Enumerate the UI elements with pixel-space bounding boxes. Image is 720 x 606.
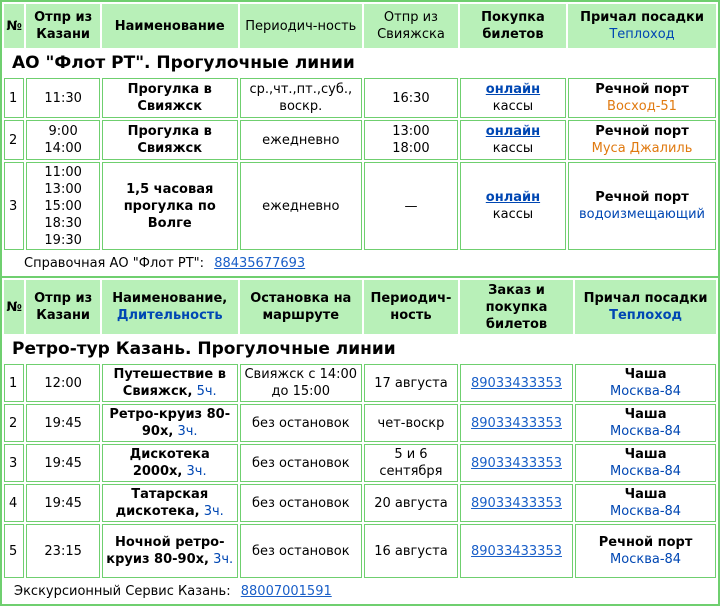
pier-cell (568, 78, 716, 118)
route-name: 1,5 часовая прогулка по Волге (102, 162, 238, 250)
periodicity: ежедневно (240, 162, 362, 250)
return-time: — (364, 162, 458, 250)
pier-cell (575, 364, 716, 402)
periodicity: ежедневно (240, 120, 362, 160)
col-pier-header (575, 280, 716, 334)
row-num: 4 (4, 484, 24, 522)
table-row (4, 78, 716, 118)
ship-name: Муса Джалиль (591, 141, 693, 156)
return-time: 13:00 18:00 (364, 120, 458, 160)
col-stop-header: Остановка на маршруте (240, 280, 362, 334)
online-tickets-link[interactable]: онлайн (485, 82, 541, 97)
route-name-cell (102, 444, 238, 482)
row-num: 3 (4, 444, 24, 482)
dep-time-2: 14:00 (44, 141, 82, 156)
col-period-header: Периодич-ность (240, 4, 362, 48)
route-stop: без остановок (240, 404, 362, 442)
table-row (4, 162, 716, 250)
phone-cell (460, 444, 573, 482)
pier-name: Чаша (624, 407, 667, 422)
table1-info-row (4, 252, 716, 274)
periodicity: 16 августа (364, 524, 458, 578)
row-num: 5 (4, 524, 24, 578)
row-num: 1 (4, 364, 24, 402)
row-num: 2 (4, 120, 24, 160)
route-name-cell (102, 404, 238, 442)
route-duration: 3ч. (186, 464, 207, 479)
name-header-label: Наименование, (112, 291, 228, 306)
row-num: 2 (4, 404, 24, 442)
route-name: Прогулка в Свияжск (102, 78, 238, 118)
col-dep-sviyazhsk-header: Отпр из Свияжска (364, 4, 458, 48)
retro-tour-schedule-table (2, 278, 718, 604)
pier-header-ship: Теплоход (609, 308, 683, 323)
info-cell (4, 252, 716, 274)
ship-name: Москва-84 (610, 464, 682, 479)
col-tickets-header: Заказ и покупка билетов (460, 280, 573, 334)
duration-header-label: Длительность (116, 308, 223, 323)
pier-name: Речной порт (598, 535, 693, 550)
dep-time: 19:45 (26, 404, 99, 442)
info-label: Экскурсионный Сервис Казань: (14, 583, 231, 599)
route-name-cell (102, 524, 238, 578)
info-cell (4, 580, 716, 602)
pier-name: Речной порт (595, 124, 689, 139)
col-dep-kazan-header: Отпр из Казани (26, 280, 99, 334)
flot-rt-table-frame (0, 0, 720, 278)
ship-name: Восход-51 (607, 99, 677, 114)
col-name-header: Наименование (102, 4, 238, 48)
dep-time: 19:45 (26, 484, 99, 522)
pier-name: Чаша (624, 367, 667, 382)
dep-time-4: 18:30 (44, 215, 82, 231)
col-period-header: Периодич-ность (364, 280, 458, 334)
col-tickets-header: Покупка билетов (460, 4, 566, 48)
periodicity: 5 и 6 сентября (364, 444, 458, 482)
retro-tour-table-frame (0, 278, 720, 606)
return-time: 16:30 (364, 78, 458, 118)
route-name: Путешествие в Свияжск, (113, 367, 226, 399)
section-title: АО "Флот РТ". Прогулочные линии (12, 52, 355, 73)
periodicity: ср.,чт.,пт.,суб., воскр. (240, 78, 362, 118)
dep-time: 19:45 (26, 444, 99, 482)
dep-time (26, 162, 99, 250)
dep-time: 11:30 (26, 78, 99, 118)
table-row (4, 120, 716, 160)
route-duration: 3ч. (177, 424, 198, 439)
route-duration: 5ч. (196, 384, 217, 399)
dep-time-1: 11:00 (44, 164, 82, 180)
pier-header-label: Причал посадки (583, 291, 708, 306)
pier-cell (575, 524, 716, 578)
col-num-header: № (4, 4, 24, 48)
phone-cell (460, 404, 573, 442)
kassy-label: кассы (492, 207, 534, 222)
dep-time-3: 15:00 (44, 198, 82, 214)
pier-cell (568, 162, 716, 250)
order-phone-link[interactable]: 89033433353 (471, 455, 562, 471)
route-duration: 3ч. (203, 504, 224, 519)
col-dep-kazan-header: Отпр из Казани (26, 4, 99, 48)
pier-cell (575, 404, 716, 442)
flot-rt-schedule-table (2, 2, 718, 276)
ship-name: Москва-84 (610, 424, 682, 439)
route-stop: без остановок (240, 444, 362, 482)
route-name: Прогулка в Свияжск (102, 120, 238, 160)
info-phone-link[interactable]: 88435677693 (214, 255, 306, 271)
table-row (4, 404, 716, 442)
dep-time-1: 9:00 (48, 124, 78, 139)
table2-info-row (4, 580, 716, 602)
order-phone-link[interactable]: 89033433353 (471, 495, 562, 511)
order-phone-link[interactable]: 89033433353 (471, 375, 562, 391)
row-num: 1 (4, 78, 24, 118)
route-stop: без остановок (240, 484, 362, 522)
phone-cell (460, 364, 573, 402)
tickets-cell (460, 120, 566, 160)
order-phone-link[interactable]: 89033433353 (471, 415, 562, 431)
info-phone-link[interactable]: 88007001591 (240, 583, 332, 599)
pier-cell (575, 484, 716, 522)
dep-time-2: 13:00 (44, 181, 82, 197)
route-name: Ночной ретро-круиз 80-90х, (106, 535, 225, 567)
table1-header-row (4, 4, 716, 48)
ship-name: Москва-84 (610, 504, 682, 519)
tickets-cell (460, 162, 566, 250)
periodicity: 17 августа (364, 364, 458, 402)
kassy-label: кассы (492, 141, 534, 156)
pier-name: Чаша (624, 487, 667, 502)
pier-header-ship: Теплоход (609, 27, 675, 42)
table1-section-row (4, 50, 716, 76)
pier-name: Речной порт (595, 190, 689, 205)
kassy-label: кассы (492, 99, 534, 114)
online-tickets-link[interactable]: онлайн (485, 124, 541, 139)
route-name: Ретро-круиз 80-90х, (109, 407, 231, 439)
pier-cell (568, 120, 716, 160)
pier-name: Речной порт (595, 82, 689, 97)
phone-cell (460, 484, 573, 522)
online-tickets-link[interactable]: онлайн (485, 190, 541, 205)
route-name-cell (102, 484, 238, 522)
col-pier-header (568, 4, 716, 48)
periodicity: 20 августа (364, 484, 458, 522)
route-name: Татарская дискотека, (115, 487, 209, 519)
dep-time: 12:00 (26, 364, 99, 402)
dep-time (26, 120, 99, 160)
row-num: 3 (4, 162, 24, 250)
table2-section-row (4, 336, 716, 362)
pier-header-label: Причал посадки (580, 10, 704, 25)
route-name: Дискотека 2000х, (129, 447, 210, 479)
periodicity: чет-воскр (364, 404, 458, 442)
ship-name: Москва-84 (610, 384, 682, 399)
order-phone-link[interactable]: 89033433353 (471, 543, 562, 559)
pier-name: Чаша (624, 447, 667, 462)
dep-time-5: 19:30 (44, 232, 82, 248)
table-row (4, 484, 716, 522)
info-label: Справочная АО "Флот РТ": (24, 255, 205, 271)
tickets-cell (460, 78, 566, 118)
table-row (4, 364, 716, 402)
table2-header-row (4, 280, 716, 334)
col-num-header: № (4, 280, 24, 334)
phone-cell (460, 524, 573, 578)
route-stop: Свияжск с 14:00 до 15:00 (240, 364, 362, 402)
ship-name: Москва-84 (610, 552, 682, 567)
ship-name: водоизмещающий (578, 207, 706, 222)
col-name-header (102, 280, 238, 334)
route-duration: 3ч. (213, 552, 234, 567)
table-row (4, 524, 716, 578)
route-name-cell (102, 364, 238, 402)
table-row (4, 444, 716, 482)
section-title: Ретро-тур Казань. Прогулочные линии (12, 338, 396, 359)
dep-time: 23:15 (26, 524, 99, 578)
pier-cell (575, 444, 716, 482)
route-stop: без остановок (240, 524, 362, 578)
